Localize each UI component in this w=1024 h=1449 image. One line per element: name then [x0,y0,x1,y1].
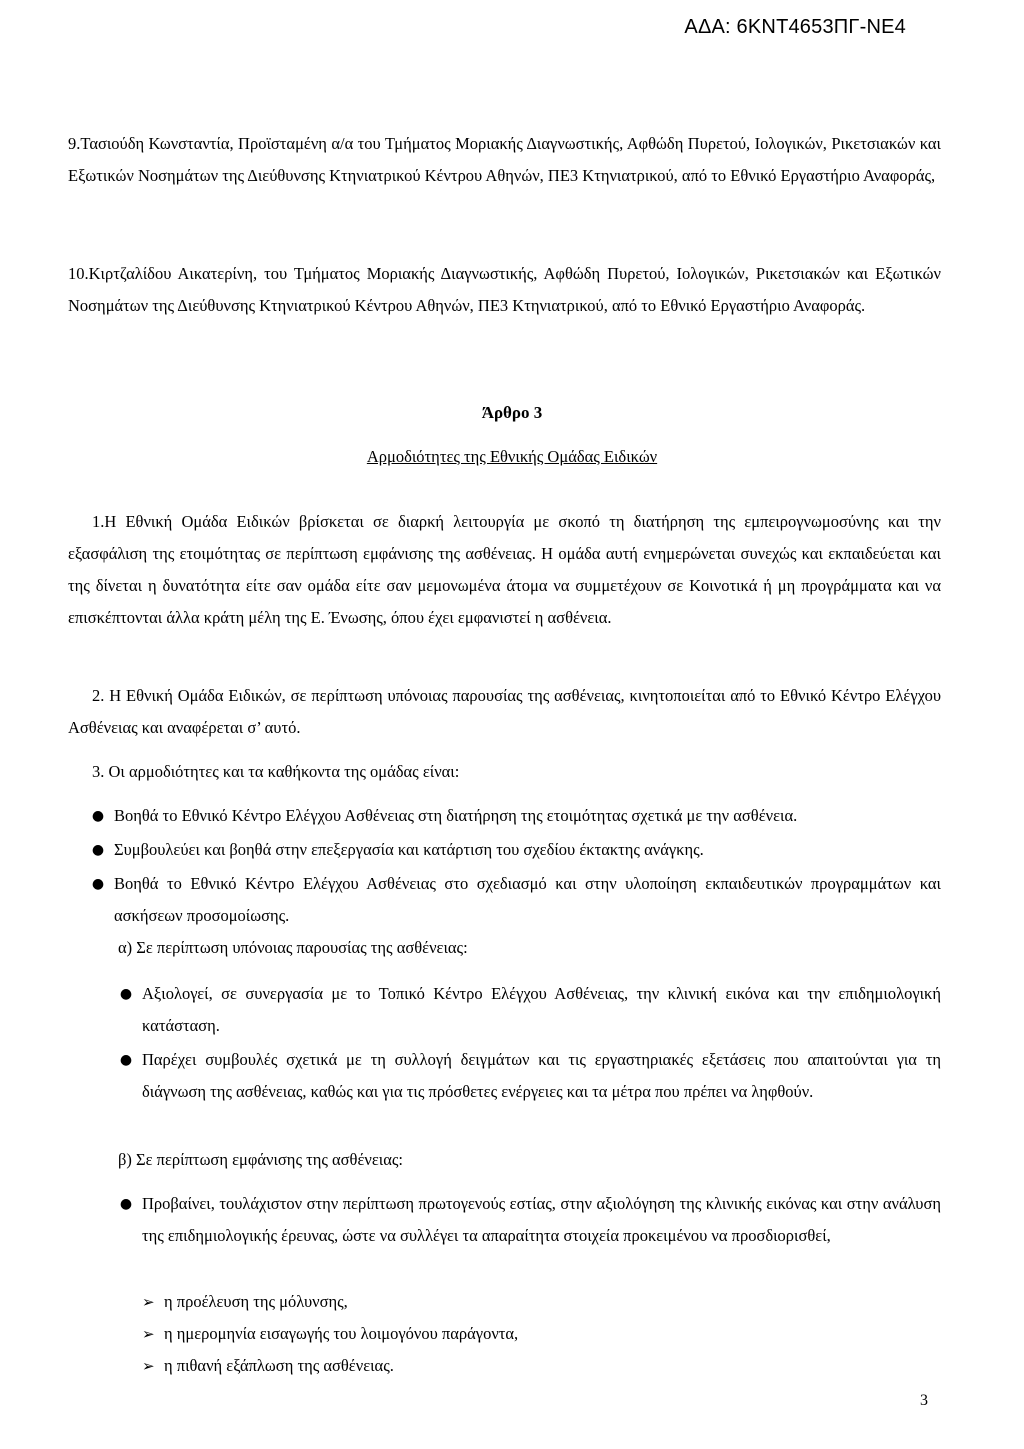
list-item-text: Παρέχει συμβουλές σχετικά με τη συλλογή δειγμάτων και τις εργαστηριακές εξετάσεις που απαιτούνται για τη διάγνωση της ασθένειας, καθώς και για τις πρόσθετες ενέργειες και τα μέτρα που πρέπει να ληφθούν. [142,1050,941,1101]
article-paragraph-1: 1.Η Εθνική Ομάδα Ειδικών βρίσκεται σε διαρκή λειτουργία με σκοπό τη διατήρηση της εμπειρογνωμοσύνης και την εξασφάλιση της ετοιμότητας σε περίπτωση εμφάνισης της ασθένειας. Η ομάδα αυτή ενημερώνεται συνεχώς και εκπαιδεύεται και της δίνεται η δυνατότητα είτε σαν ομάδα είτε σαν μεμονωμένα άτομα να συμμετέχουν σε Κοινοτικά ή μη προγράμματα και να επισκέπτονται άλλα κράτη μέλη της Ε. Ένωσης, όπου έχει εμφανιστεί η ασθένεια. [68,512,941,627]
section-b-intro: β) Σε περίπτωση εμφάνισης της ασθένειας: [118,1150,403,1169]
section-a-intro: α) Σε περίπτωση υπόνοιας παρουσίας της ασθένειας: [118,938,468,957]
bullet-icon: ● [119,1052,133,1068]
list-item [119,1044,941,1108]
bullet-icon: ● [119,1196,133,1212]
arrow-bullet-icon: ➢ [142,1325,155,1343]
list-item [119,1188,941,1252]
bullet-icon: ● [91,876,105,892]
bullet-icon: ● [91,842,105,858]
member-item-10: 10.Κιρτζαλίδου Αικατερίνη, του Τμήματος Μοριακής Διαγνωστικής, Αφθώδη Πυρετού, Ιολογικών, Ρικετσιακών και Εξωτικών Νοσημάτων της Διεύθυνσης Κτηνιατρικού Κέντρου Αθηνών, ΠΕ3 Κτηνιατρικού, από το Εθνικό Εργαστήριο Αναφοράς. [68,264,941,315]
list-item [91,834,941,866]
list-item [91,800,941,832]
bullet-icon: ● [119,986,133,1002]
arrow-list-item [142,1286,348,1318]
bullet-icon: ● [91,808,105,824]
arrow-list-item-text: η ημερομηνία εισαγωγής του λοιμογόνου παράγοντα, [164,1324,519,1343]
member-item-9: 9.Τασιούδη Κωνσταντία, Προϊσταμένη α/α του Τμήματος Μοριακής Διαγνωστικής, Αφθώδη Πυρετού, Ιολογικών, Ρικετσιακών και Εξωτικών Νοσημάτων της Διεύθυνσης Κτηνιατρικού Κέντρου Αθηνών, ΠΕ3 Κτηνιατρικού, από το Εθνικό Εργαστήριο Αναφοράς, [68,134,941,185]
arrow-bullet-icon: ➢ [142,1293,155,1311]
article-subheading: Αρμοδιότητες της Εθνικής Ομάδας Ειδικών [366,447,658,466]
list-item-text: Αξιολογεί, σε συνεργασία με το Τοπικό Κέντρο Ελέγχου Ασθένειας, την κλινική εικόνα και την επιδημιολογική κατάσταση. [142,984,941,1035]
page-number: 3 [920,1392,928,1409]
arrow-list-item-text: η προέλευση της μόλυνσης, [164,1292,348,1311]
list-item-text: Βοηθά το Εθνικό Κέντρο Ελέγχου Ασθένειας στη διατήρηση της ετοιμότητας σχετικά με την ασθένεια. [114,806,798,825]
ada-code: ΑΔΑ: 6ΚΝΤ4653ΠΓ-ΝΕ4 [684,16,906,38]
article-paragraph-3: 3. Οι αρμοδιότητες και τα καθήκοντα της ομάδας είναι: [92,762,460,781]
arrow-list-item [142,1350,394,1382]
list-item [119,978,941,1042]
article-heading: Άρθρο 3 [481,403,543,422]
list-item [91,868,941,932]
list-item-text: Προβαίνει, τουλάχιστον στην περίπτωση πρωτογενούς εστίας, στην αξιολόγηση της κλινικής εικόνας και στην ανάλυση της επιδημιολογικής έρευνας, ώστε να συλλέγει τα απαραίτητα στοιχεία προκειμένου να προσδιορισθεί, [142,1194,941,1245]
arrow-list-item [142,1318,518,1350]
article-paragraph-2: 2. Η Εθνική Ομάδα Ειδικών, σε περίπτωση υπόνοιας παρουσίας της ασθένειας, κινητοποιείται από το Εθνικό Κέντρο Ελέγχου Ασθένειας και αναφέρεται σ’ αυτό. [68,686,941,737]
arrow-list-item-text: η πιθανή εξάπλωση της ασθένειας. [164,1356,394,1375]
arrow-bullet-icon: ➢ [142,1357,155,1375]
list-item-text: Βοηθά το Εθνικό Κέντρο Ελέγχου Ασθένειας στο σχεδιασμό και στην υλοποίηση εκπαιδευτικών προγραμμάτων και ασκήσεων προσομοίωσης. [114,874,941,925]
list-item-text: Συμβουλεύει και βοηθά στην επεξεργασία και κατάρτιση του σχεδίου έκτακτης ανάγκης. [114,840,704,859]
